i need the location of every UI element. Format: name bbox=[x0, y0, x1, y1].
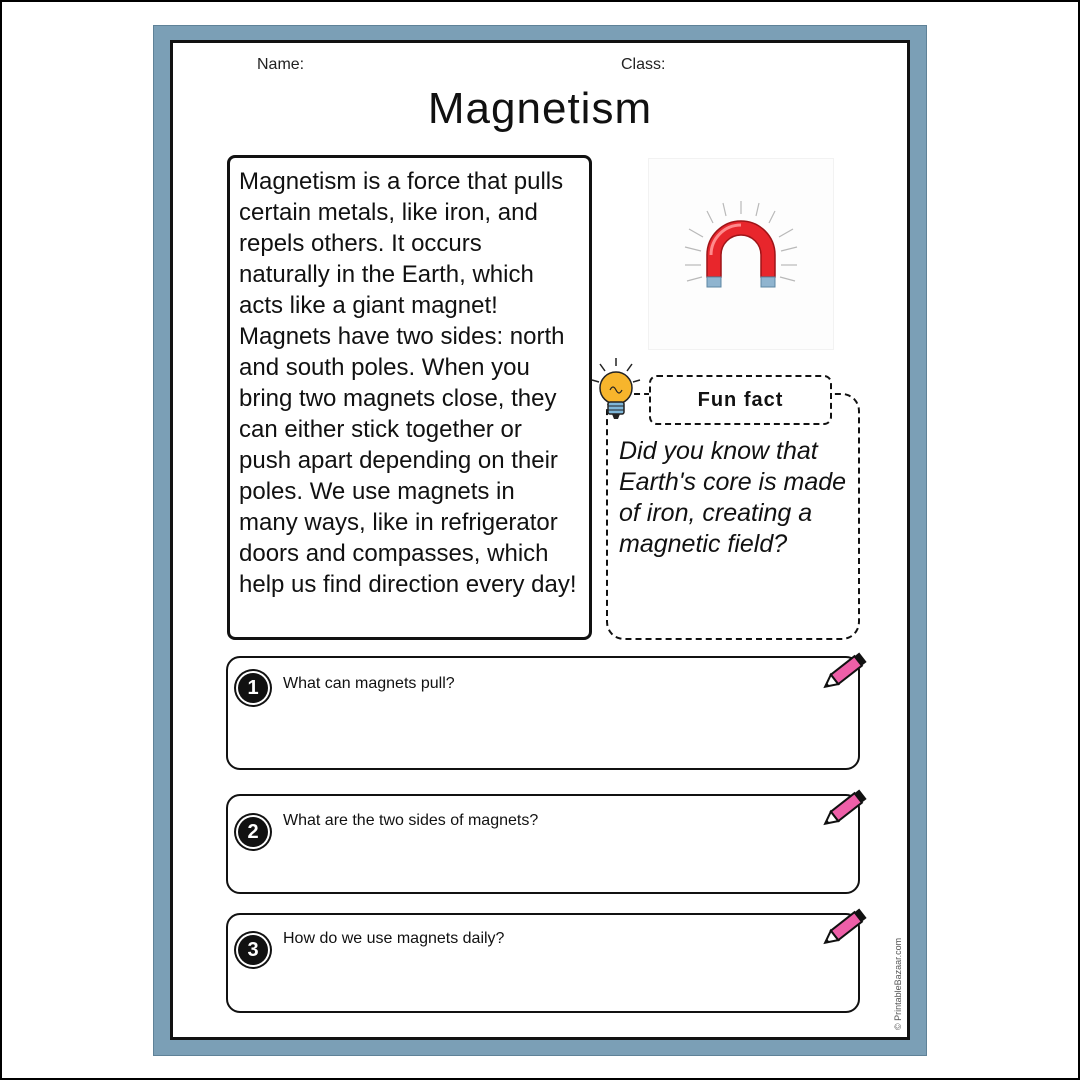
copyright-credit: © PrintableBazaar.com bbox=[893, 937, 903, 1030]
reading-passage: Magnetism is a force that pulls certain metals, like iron, and repels others. It occurs naturally in the Earth, which acts like a giant magnet! Magnets have two sides: north and south poles. When you bring two magnets close, they can either stick together or push apart depending on their poles. We use magnets in many ways, like in refrigerator doors and compasses, which help us find direction every day! bbox=[227, 155, 592, 640]
pencil-icon bbox=[818, 906, 870, 950]
pencil-icon bbox=[818, 787, 870, 831]
page-title: Magnetism bbox=[427, 84, 653, 133]
question-number-1: 1 bbox=[238, 673, 268, 703]
answer-box-1[interactable] bbox=[226, 656, 860, 770]
question-text-3: How do we use magnets daily? bbox=[283, 930, 505, 947]
question-text-1: What can magnets pull? bbox=[283, 675, 455, 692]
question-number-2: 2 bbox=[238, 817, 268, 847]
pencil-icon bbox=[818, 650, 870, 694]
class-label: Class: bbox=[621, 56, 666, 73]
name-label: Name: bbox=[257, 56, 305, 73]
fun-fact-text: Did you know that Earth's core is made of iron, creating a magnetic field? bbox=[619, 437, 847, 558]
question-text-2: What are the two sides of magnets? bbox=[283, 812, 539, 829]
fun-fact-label: Fun fact bbox=[649, 375, 832, 425]
magnet-illustration bbox=[648, 158, 834, 350]
lightbulb-icon bbox=[590, 356, 642, 422]
horseshoe-magnet-icon bbox=[649, 159, 833, 349]
question-number-3: 3 bbox=[238, 935, 268, 965]
answer-box-3[interactable] bbox=[226, 913, 860, 1013]
answer-box-2[interactable] bbox=[226, 794, 860, 894]
